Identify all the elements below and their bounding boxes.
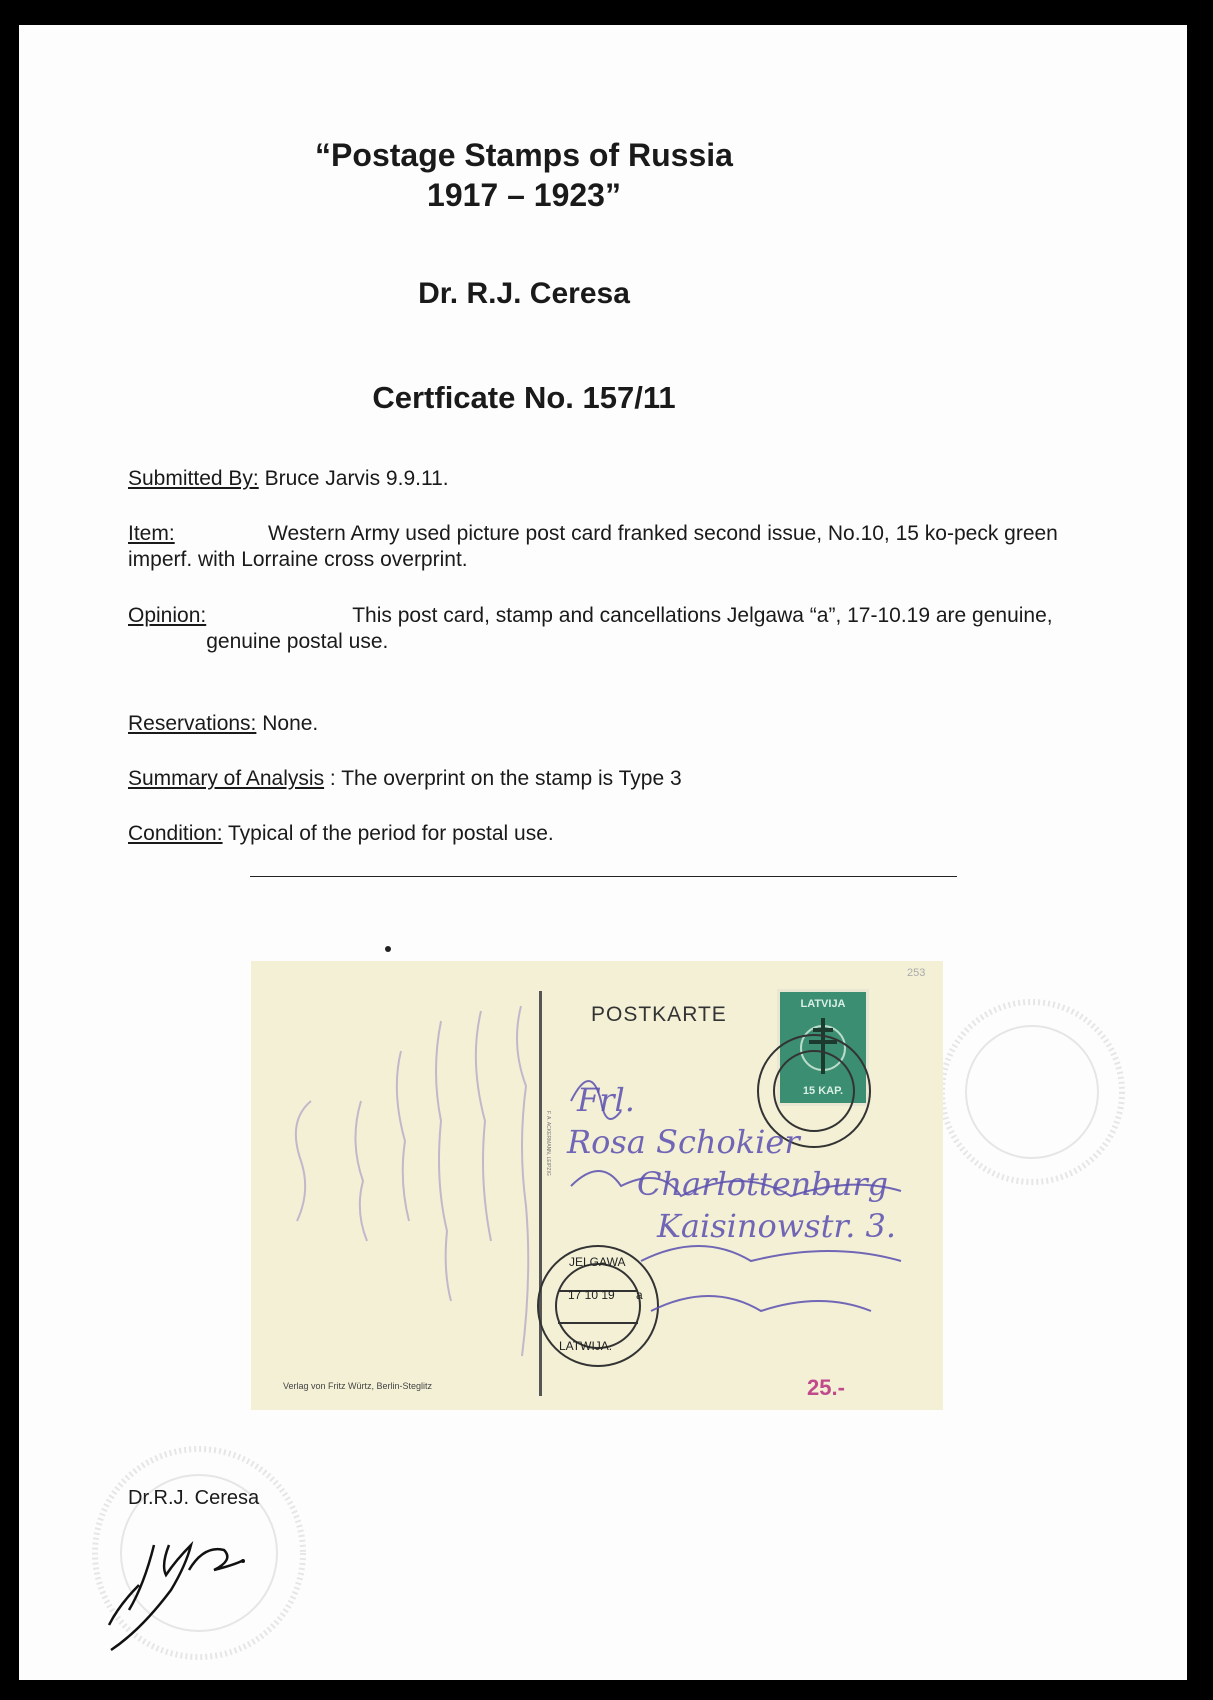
stamp-country: LATVIJA [800, 998, 846, 1010]
condition-value: Typical of the period for postal use. [222, 822, 554, 845]
postmark-country: LATWIJA. [559, 1339, 613, 1353]
summary-value: : The overprint on the stamp is Type 3 [324, 767, 682, 790]
certificate-number: Certficate No. 157/11 [372, 380, 676, 415]
item-label: Item: [128, 522, 175, 545]
corner-number: 253 [907, 967, 926, 979]
publisher-imprint: Verlag von Fritz Würtz, Berlin-Steglitz [283, 1381, 433, 1391]
signature-icon [19, 25, 1187, 1680]
title-line-2: 1917 – 1923” [427, 177, 621, 213]
summary-label: Summary of Analysis [128, 767, 325, 790]
certificate-sheet [19, 25, 1187, 1680]
address-line: Frl. [577, 1081, 635, 1119]
stamp-value: 15 KAP. [802, 1085, 844, 1097]
address-line: Charlottenburg [637, 1165, 889, 1203]
postmark-date: 17 10 19 [568, 1288, 615, 1302]
postkarte-heading: POSTKARTE [591, 1003, 727, 1026]
condition-label: Condition: [128, 822, 223, 845]
reservations-label: Reservations: [128, 712, 257, 735]
opinion-value: This post card, stamp and cancellations Jelgawa “a”, 17-10.19 are genuine, genuine postal use. [206, 604, 1053, 653]
address-line: Rosa Schokier [567, 1123, 800, 1161]
author-heading: Dr. R.J. Ceresa [418, 277, 630, 310]
submitted-by-label: Submitted By: [128, 467, 259, 490]
submitted-by-value: Bruce Jarvis 9.9.11. [258, 467, 449, 490]
printer-imprint: F. A. ACKERMANN, LEIPZIG [545, 1111, 551, 1176]
pencil-mark: 25.- [807, 1375, 845, 1400]
address-line: Kaisinowstr. 3. [657, 1207, 897, 1245]
postmark-town: JELGAWA [569, 1255, 626, 1269]
title-line-1: “Postage Stamps of Russia [315, 137, 733, 173]
reservations-value: None. [256, 712, 319, 735]
postmark-letter: a [636, 1288, 643, 1302]
signer-name: Dr.R.J. Ceresa [128, 1487, 260, 1509]
item-value: Western Army used picture post card franked second issue, No.10, 15 ko-peck green imperf. with Lorraine cross overprint. [128, 522, 1058, 571]
opinion-label: Opinion: [128, 604, 207, 627]
